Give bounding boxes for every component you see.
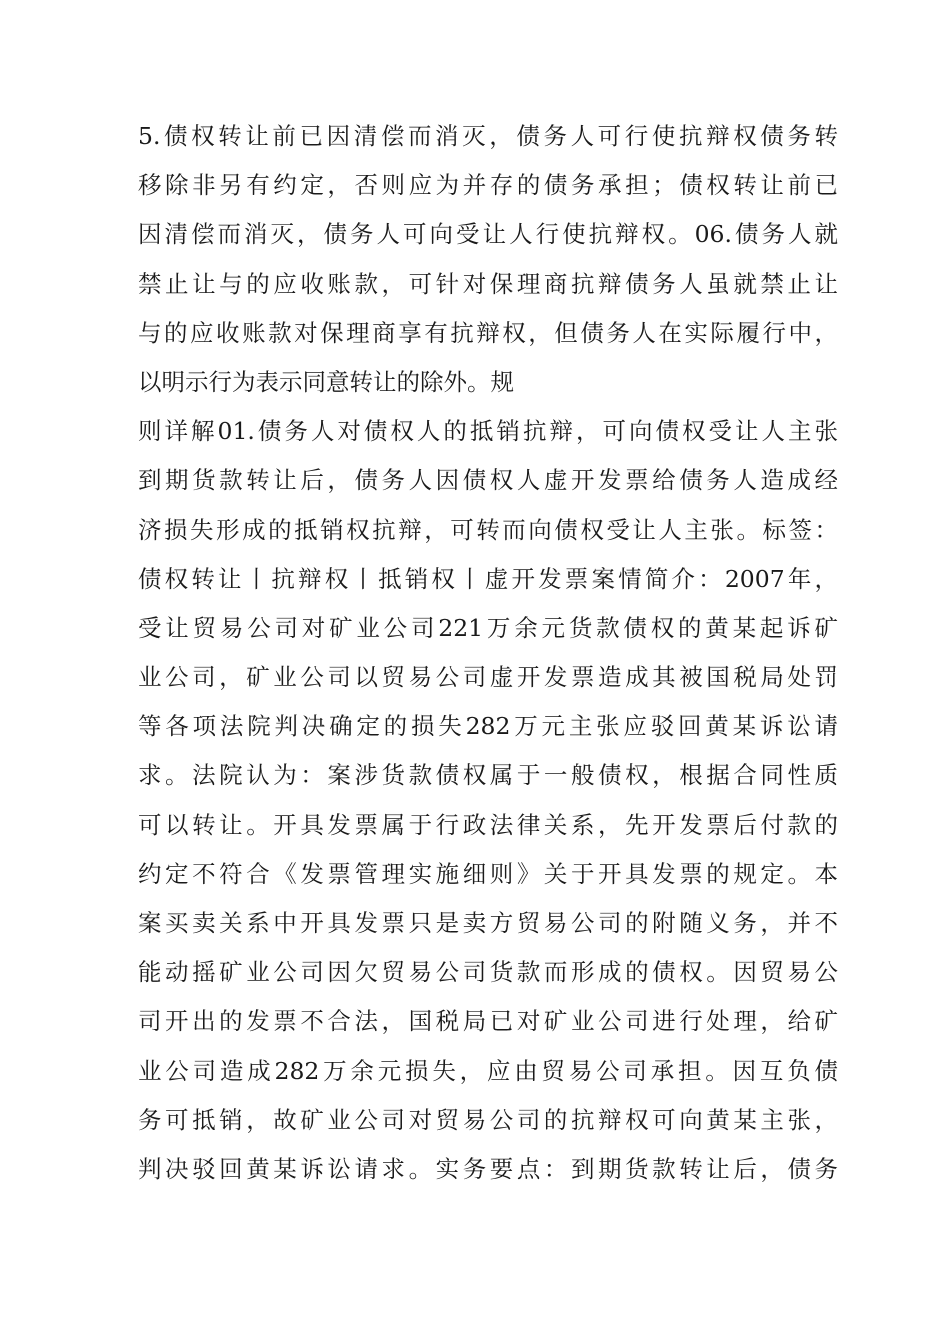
text-line: 约定不符合《发票管理实施细则》关于开具发票的规定。本 — [138, 859, 838, 888]
text-line: 能动摇矿业公司因欠贸易公司货款而形成的债权。因贸易公 — [138, 958, 838, 987]
text-line: 5.债权转让前已因清偿而消灭，债务人可行使抗辩权债务转 — [138, 122, 838, 150]
text-line: 可以转让。开具发票属于行政法律关系，先开发票后付款的 — [138, 810, 838, 839]
text-line: 则详解01.债务人对债权人的抵销抗辩，可向债权受让人主张 — [138, 417, 838, 446]
text-line: 业公司造成282万余元损失，应由贸易公司承担。因互负债 — [138, 1056, 838, 1085]
text-line: 到期货款转让后，债务人因债权人虚开发票给债务人造成经 — [138, 466, 838, 495]
text-line: 因清偿而消灭，债务人可向受让人行使抗辩权。06.债务人就 — [138, 220, 838, 249]
text-line: 以明示行为表示同意转让的除外。规 — [138, 367, 514, 396]
text-line: 债权转让丨抗辩权丨抵销权丨虚开发票案情简介：2007年， — [138, 564, 838, 593]
text-line: 务可抵销，故矿业公司对贸易公司的抗辩权可向黄某主张， — [138, 1105, 838, 1134]
text-line: 司开出的发票不合法，国税局已对矿业公司进行处理，给矿 — [138, 1007, 838, 1036]
body-text — [138, 112, 838, 1194]
text-line: 济损失形成的抵销权抗辩，可转而向债权受让人主张。标签： — [138, 515, 838, 544]
text-line: 移除非另有约定，否则应为并存的债务承担；债权转让前已 — [138, 171, 838, 200]
text-line: 案买卖关系中开具发票只是卖方贸易公司的附随义务，并不 — [138, 909, 838, 937]
text-line: 禁止让与的应收账款，可针对保理商抗辩债务人虽就禁止让 — [138, 269, 838, 298]
text-line: 求。法院认为：案涉货款债权属于一般债权，根据合同性质 — [138, 761, 838, 790]
text-line: 与的应收账款对保理商享有抗辩权，但债务人在实际履行中， — [138, 318, 838, 347]
text-line: 业公司，矿业公司以贸易公司虚开发票造成其被国税局处罚 — [138, 663, 838, 692]
text-line: 判决驳回黄某诉讼请求。实务要点：到期货款转让后，债务 — [138, 1154, 838, 1183]
text-line: 等各项法院判决确定的损失282万元主张应驳回黄某诉讼请 — [138, 712, 838, 741]
text-line: 受让贸易公司对矿业公司221万余元货款债权的黄某起诉矿 — [138, 613, 838, 642]
